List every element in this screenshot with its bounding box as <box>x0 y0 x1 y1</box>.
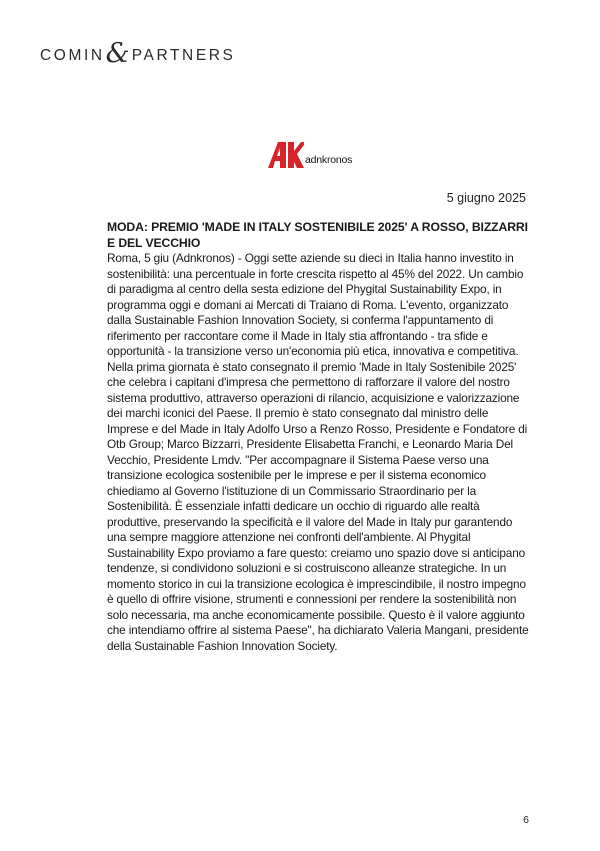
page-number: 6 <box>523 814 529 826</box>
article-body: Roma, 5 giu (Adnkronos) - Oggi sette aziende su dieci in Italia hanno investito in sostenibilità: una percentuale in forte crescita rispetto al 45% del 2022. Un cambio di paradigma al centro della sesta edizione del Phygital Sustainability Expo, in programma oggi e domani ai Mercati di Traiano di Roma. L'evento, organizzato dalla Sustainable Fashion Innovation Society, si conferma l'appuntamento di riferimento per raccontare come il Made in Italy stia affrontando - tra sfide e opportunità - la transizione verso un'economia più etica, innovativa e competitiva. Nella prima giornata è stato consegnato il premio 'Made in Italy Sostenibile 2025' che celebra i capitani d'impresa che permettono di rafforzare il valore del nostro sistema produttivo, attraverso operazioni di rilancio, acquisizione e valorizzazione dei marchi iconici del Paese. Il premio è stato consegnato dal ministro delle Imprese e del Made in Italy Adolfo Urso a Renzo Rosso, Presidente e Fondatore di Otb Group; Marco Bizzarri, Presidente Elisabetta Franchi, e Leonardo Maria Del Vecchio, Presidente Lmdv. "Per accompagnare il Sistema Paese verso una transizione ecologica sostenibile per le imprese e per il sistema economico chiediamo al Governo l'istituzione di un Commissario Straordinario per la Sostenibilità. È essenziale infatti dedicare un occhio di riguardo alle realtà produttive, preservando la specificità e il valore del Made in Italy pur garantendo una sempre maggiore attenzione nei confronti dell'ambiente. Al Phygital Sustainability Expo proviamo a fare questo: creiamo uno spazio dove si anticipano tendenze, si condividono soluzioni e si costruiscono alleanze strategiche. In un momento storico in cui la transizione ecologica è imprescindibile, il nostro impegno è quello di offrire visione, strumenti e connessioni per rendere la sostenibilità non solo necessaria, ma anche economicamente possibile. Questo è il valore aggiunto che intendiamo offrire al sistema Paese", ha dichiarato Valeria Mangani, presidente della Sustainable Fashion Innovation Society. <box>107 251 529 653</box>
brand-right: PARTNERS <box>131 46 236 64</box>
agency-name: adnkronos <box>305 154 353 166</box>
adnkronos-mark-icon <box>268 142 304 168</box>
article <box>107 219 531 654</box>
article-date: 5 giugno 2025 <box>446 191 526 205</box>
comin-partners-logo <box>40 38 236 69</box>
brand-left: COMIN <box>40 46 105 64</box>
article-headline: MODA: PREMIO 'MADE IN ITALY SOSTENIBILE 2025' A ROSSO, BIZZARRI E DEL VECCHIO <box>107 220 528 250</box>
brand-ampersand: & <box>105 38 130 69</box>
adnkronos-logo <box>268 142 352 168</box>
